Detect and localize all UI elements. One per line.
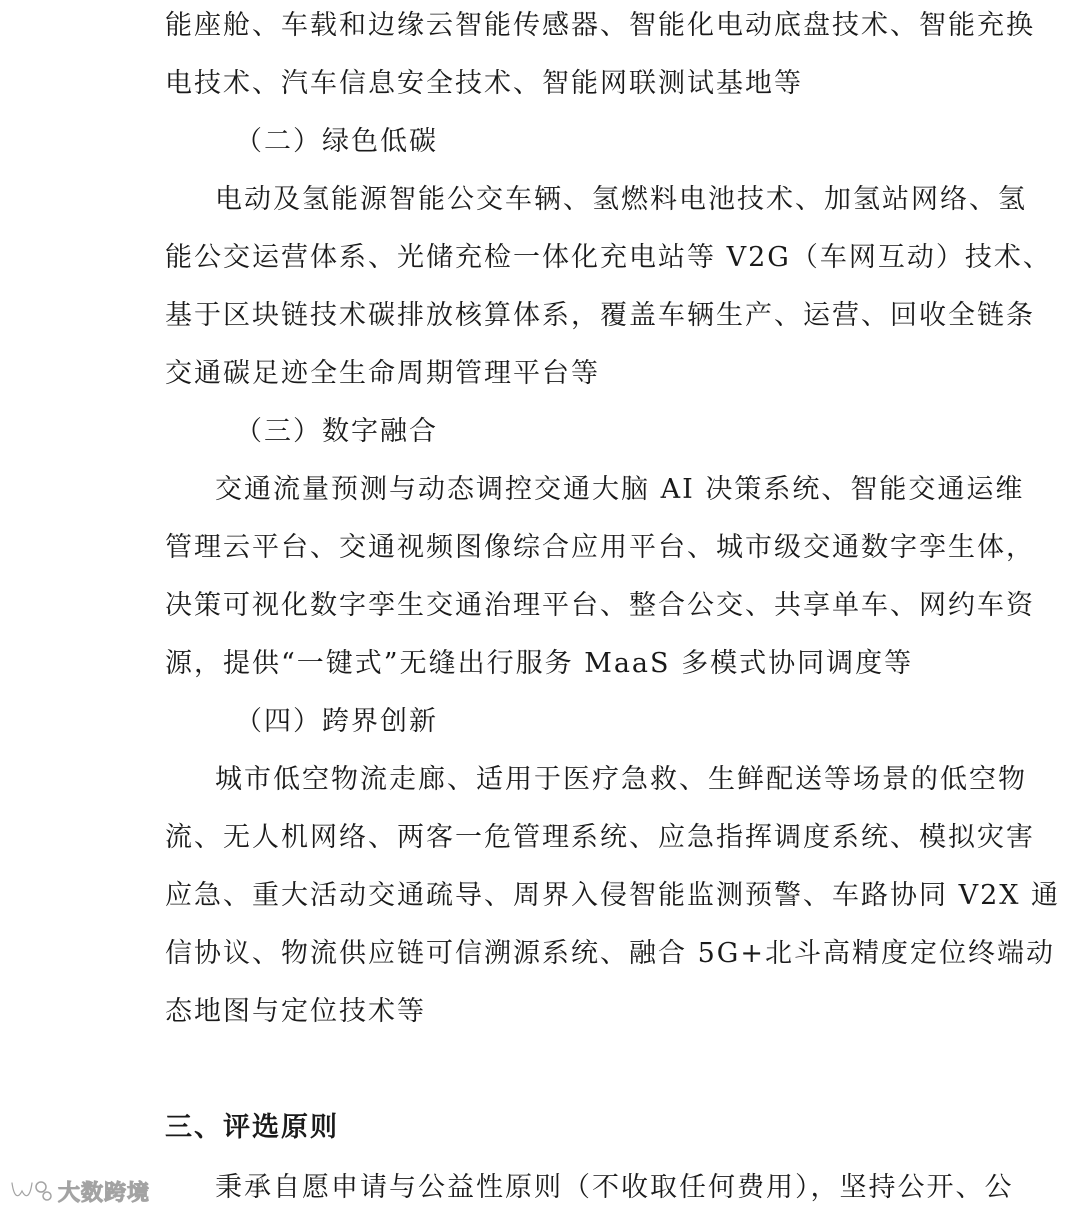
wechat-channel-logo-icon — [8, 1177, 52, 1205]
paragraph-line: 能公交运营体系、光储充检一体化充电站等 V2G（车网互动）技术、 — [165, 242, 1052, 273]
paragraph-line: 决策可视化数字孪生交通治理平台、整合公交、共享单车、网约车资 — [165, 590, 1035, 621]
paragraph-line: 流、无人机网络、两客一危管理系统、应急指挥调度系统、模拟灾害 — [165, 822, 1035, 853]
watermark — [8, 1175, 150, 1207]
paragraph-line: 城市低空物流走廊、适用于医疗急救、生鲜配送等场景的低空物 — [215, 764, 1027, 795]
watermark-text: 大数跨境 — [58, 1180, 151, 1206]
paragraph-line: 源，提供“一键式”无缝出行服务 MaaS 多模式协同调度等 — [165, 648, 914, 679]
paragraph-line: 秉承自愿申请与公益性原则（不收取任何费用），坚持公开、公 — [215, 1172, 1014, 1203]
paragraph-line: 电动及氢能源智能公交车辆、氢燃料电池技术、加氢站网络、氢 — [215, 184, 1027, 215]
paragraph-line: 电技术、汽车信息安全技术、智能网联测试基地等 — [165, 68, 803, 99]
section-heading-selection-principles: 三、评选原则 — [165, 1112, 339, 1143]
paragraph-line: 交通流量预测与动态调控交通大脑 AI 决策系统、智能交通运维 — [215, 474, 1025, 505]
section-subheading-cross-border-innovation: （四）跨界创新 — [235, 706, 438, 737]
paragraph-line: 基于区块链技术碳排放核算体系，覆盖车辆生产、运营、回收全链条 — [165, 300, 1035, 331]
section-subheading-green-low-carbon: （二）绿色低碳 — [235, 126, 438, 157]
section-subheading-digital-fusion: （三）数字融合 — [235, 416, 438, 447]
paragraph-line: 态地图与定位技术等 — [165, 996, 426, 1027]
paragraph-line: 信协议、物流供应链可信溯源系统、融合 5G+北斗高精度定位终端动 — [165, 938, 1055, 969]
paragraph-line: 管理云平台、交通视频图像综合应用平台、城市级交通数字孪生体， — [165, 532, 1035, 563]
paragraph-line: 能座舱、车载和边缘云智能传感器、智能化电动底盘技术、智能充换 — [165, 10, 1035, 41]
paragraph-line: 交通碳足迹全生命周期管理平台等 — [165, 358, 600, 389]
paragraph-line: 应急、重大活动交通疏导、周界入侵智能监测预警、车路协同 V2X 通 — [165, 880, 1061, 911]
